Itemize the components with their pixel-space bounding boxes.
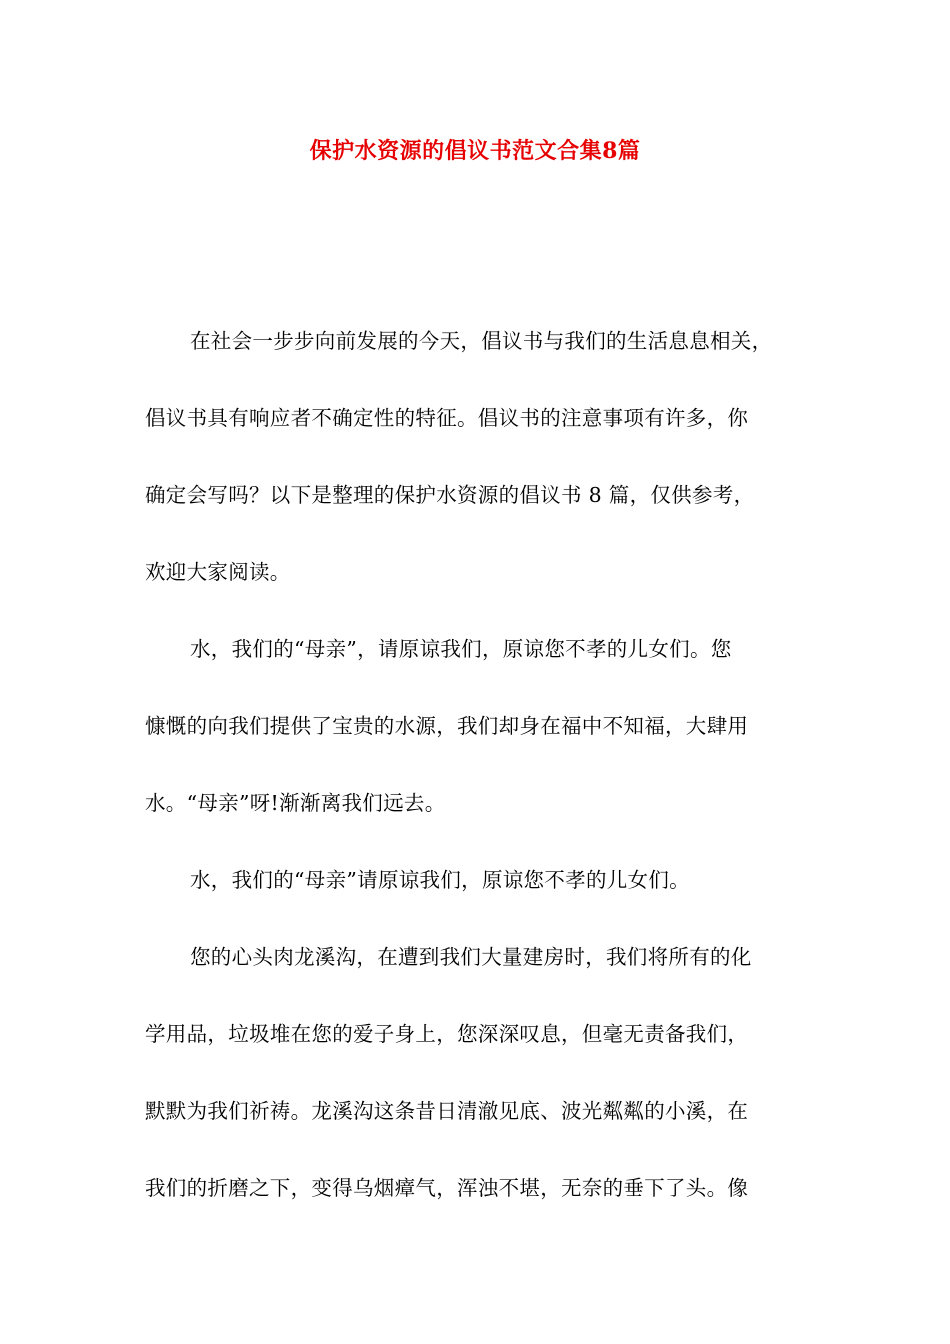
paragraph-line: 倡议书具有响应者不确定性的特征。倡议书的注意事项有许多，你 bbox=[145, 406, 749, 430]
paragraph-line: 水，我们的“母亲”，请原谅我们，原谅您不孝的儿女们。您 bbox=[190, 637, 732, 661]
paragraph-line: 水。“母亲”呀!渐渐离我们远去。 bbox=[145, 791, 446, 815]
document-title: 保护水资源的倡议书范文合集8篇 bbox=[309, 138, 641, 164]
paragraph-line: 学用品，垃圾堆在您的爱子身上，您深深叹息，但毫无责备我们， bbox=[145, 1022, 749, 1046]
paragraph-line: 水，我们的“母亲”请原谅我们，原谅您不孝的儿女们。 bbox=[190, 868, 690, 892]
paragraph-line: 在社会一步步向前发展的今天，倡议书与我们的生活息息相关， bbox=[190, 329, 773, 353]
paragraph-line: 慷慨的向我们提供了宝贵的水源，我们却身在福中不知福，大肆用 bbox=[145, 714, 749, 738]
paragraph-line: 我们的折磨之下，变得乌烟瘴气，浑浊不堪，无奈的垂下了头。像 bbox=[145, 1176, 749, 1200]
paragraph-line: 您的心头肉龙溪沟，在遭到我们大量建房时，我们将所有的化 bbox=[190, 945, 752, 969]
document-body bbox=[145, 322, 810, 1246]
paragraph-line: 欢迎大家阅读。 bbox=[145, 560, 291, 584]
paragraph-line: 确定会写吗？以下是整理的保护水资源的倡议书 8 篇，仅供参考， bbox=[145, 483, 755, 507]
paragraph-line: 默默为我们祈祷。龙溪沟这条昔日清澈见底、波光粼粼的小溪，在 bbox=[145, 1099, 749, 1123]
